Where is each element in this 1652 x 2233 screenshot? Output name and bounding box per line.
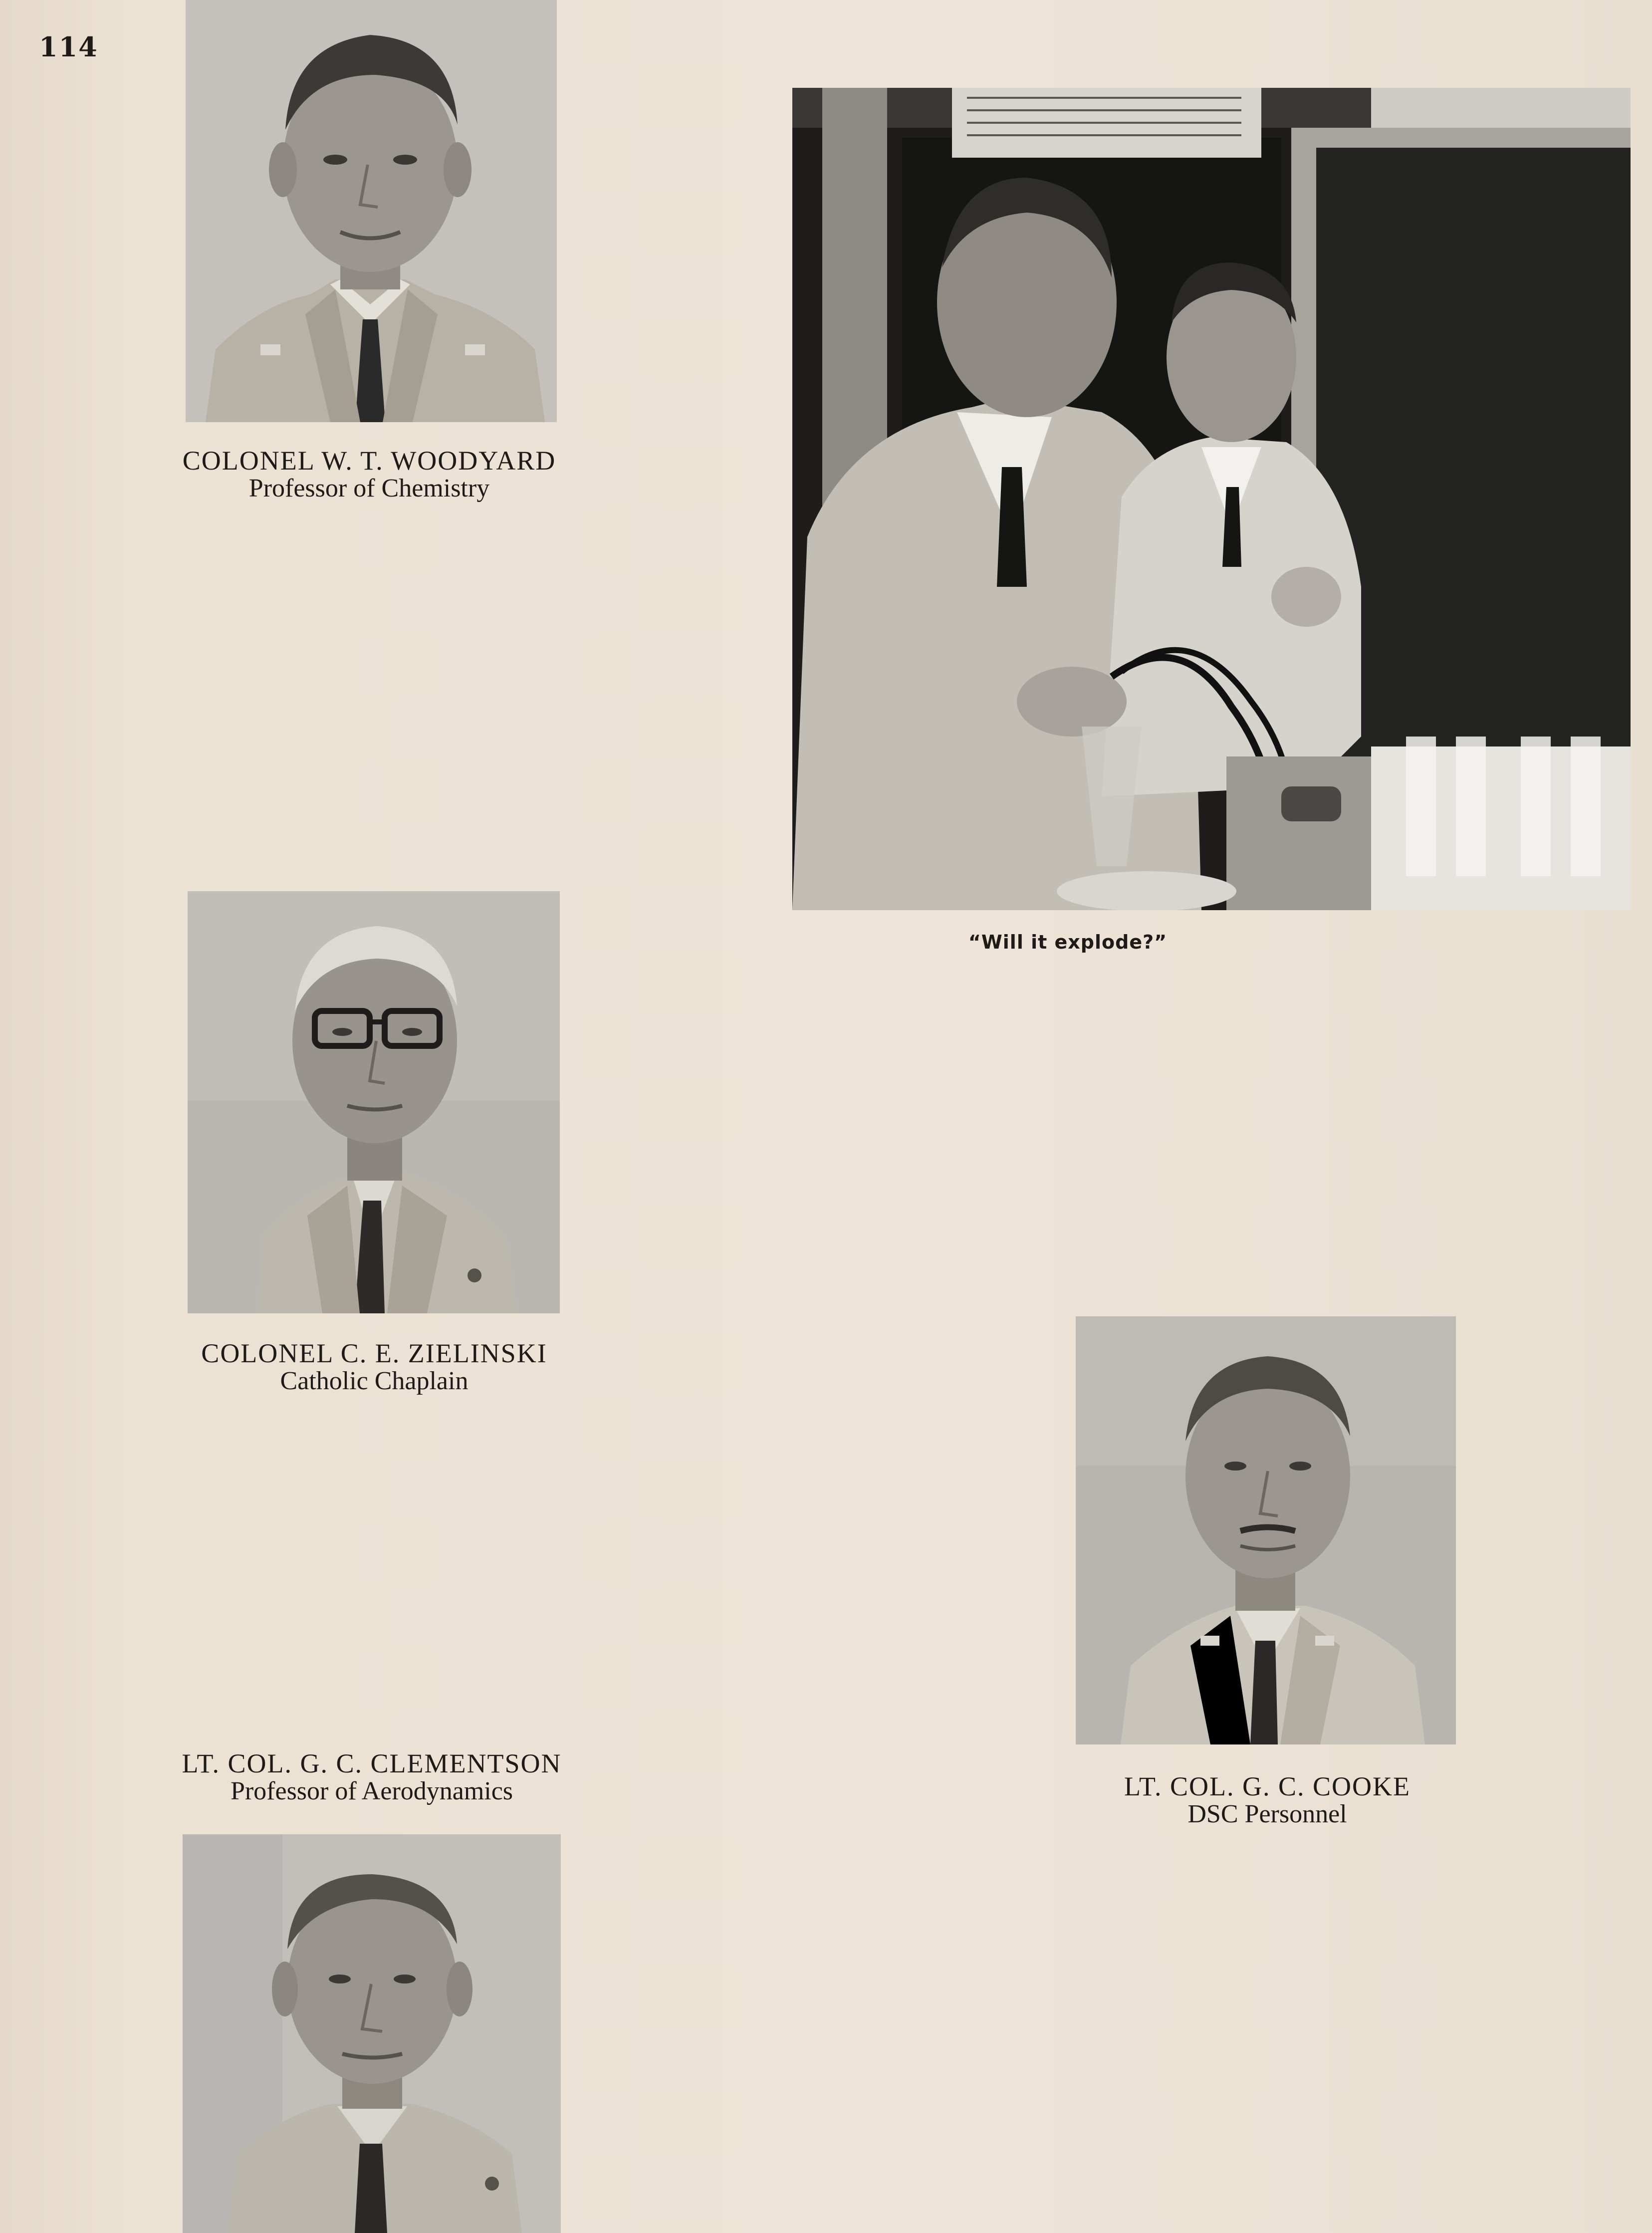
lab-photo-caption: “Will it explode?” [968, 931, 1168, 953]
faculty-name: COLONEL C. E. ZIELINSKI [201, 1338, 547, 1368]
faculty-title: Professor of Aerodynamics [230, 1776, 513, 1805]
portrait-woodyard [186, 0, 557, 422]
portrait-cooke [1076, 1316, 1456, 1744]
caption-zielinski [160, 1339, 589, 1395]
faculty-title: DSC Personnel [1187, 1799, 1347, 1828]
faculty-name: LT. COL. G. C. CLEMENTSON [182, 1748, 562, 1778]
caption-woodyard [155, 447, 584, 502]
page-number: 114 [39, 31, 98, 63]
lab-photo [792, 88, 1631, 910]
caption-cooke [1053, 1772, 1482, 1828]
faculty-name: LT. COL. G. C. COOKE [1124, 1771, 1411, 1801]
portrait-clementson [183, 1834, 561, 2233]
faculty-title: Catholic Chaplain [280, 1366, 469, 1395]
faculty-name: COLONEL W. T. WOODYARD [182, 446, 556, 476]
faculty-title: Professor of Chemistry [248, 474, 490, 502]
caption-clementson [150, 1749, 594, 1805]
portrait-zielinski [188, 891, 560, 1313]
